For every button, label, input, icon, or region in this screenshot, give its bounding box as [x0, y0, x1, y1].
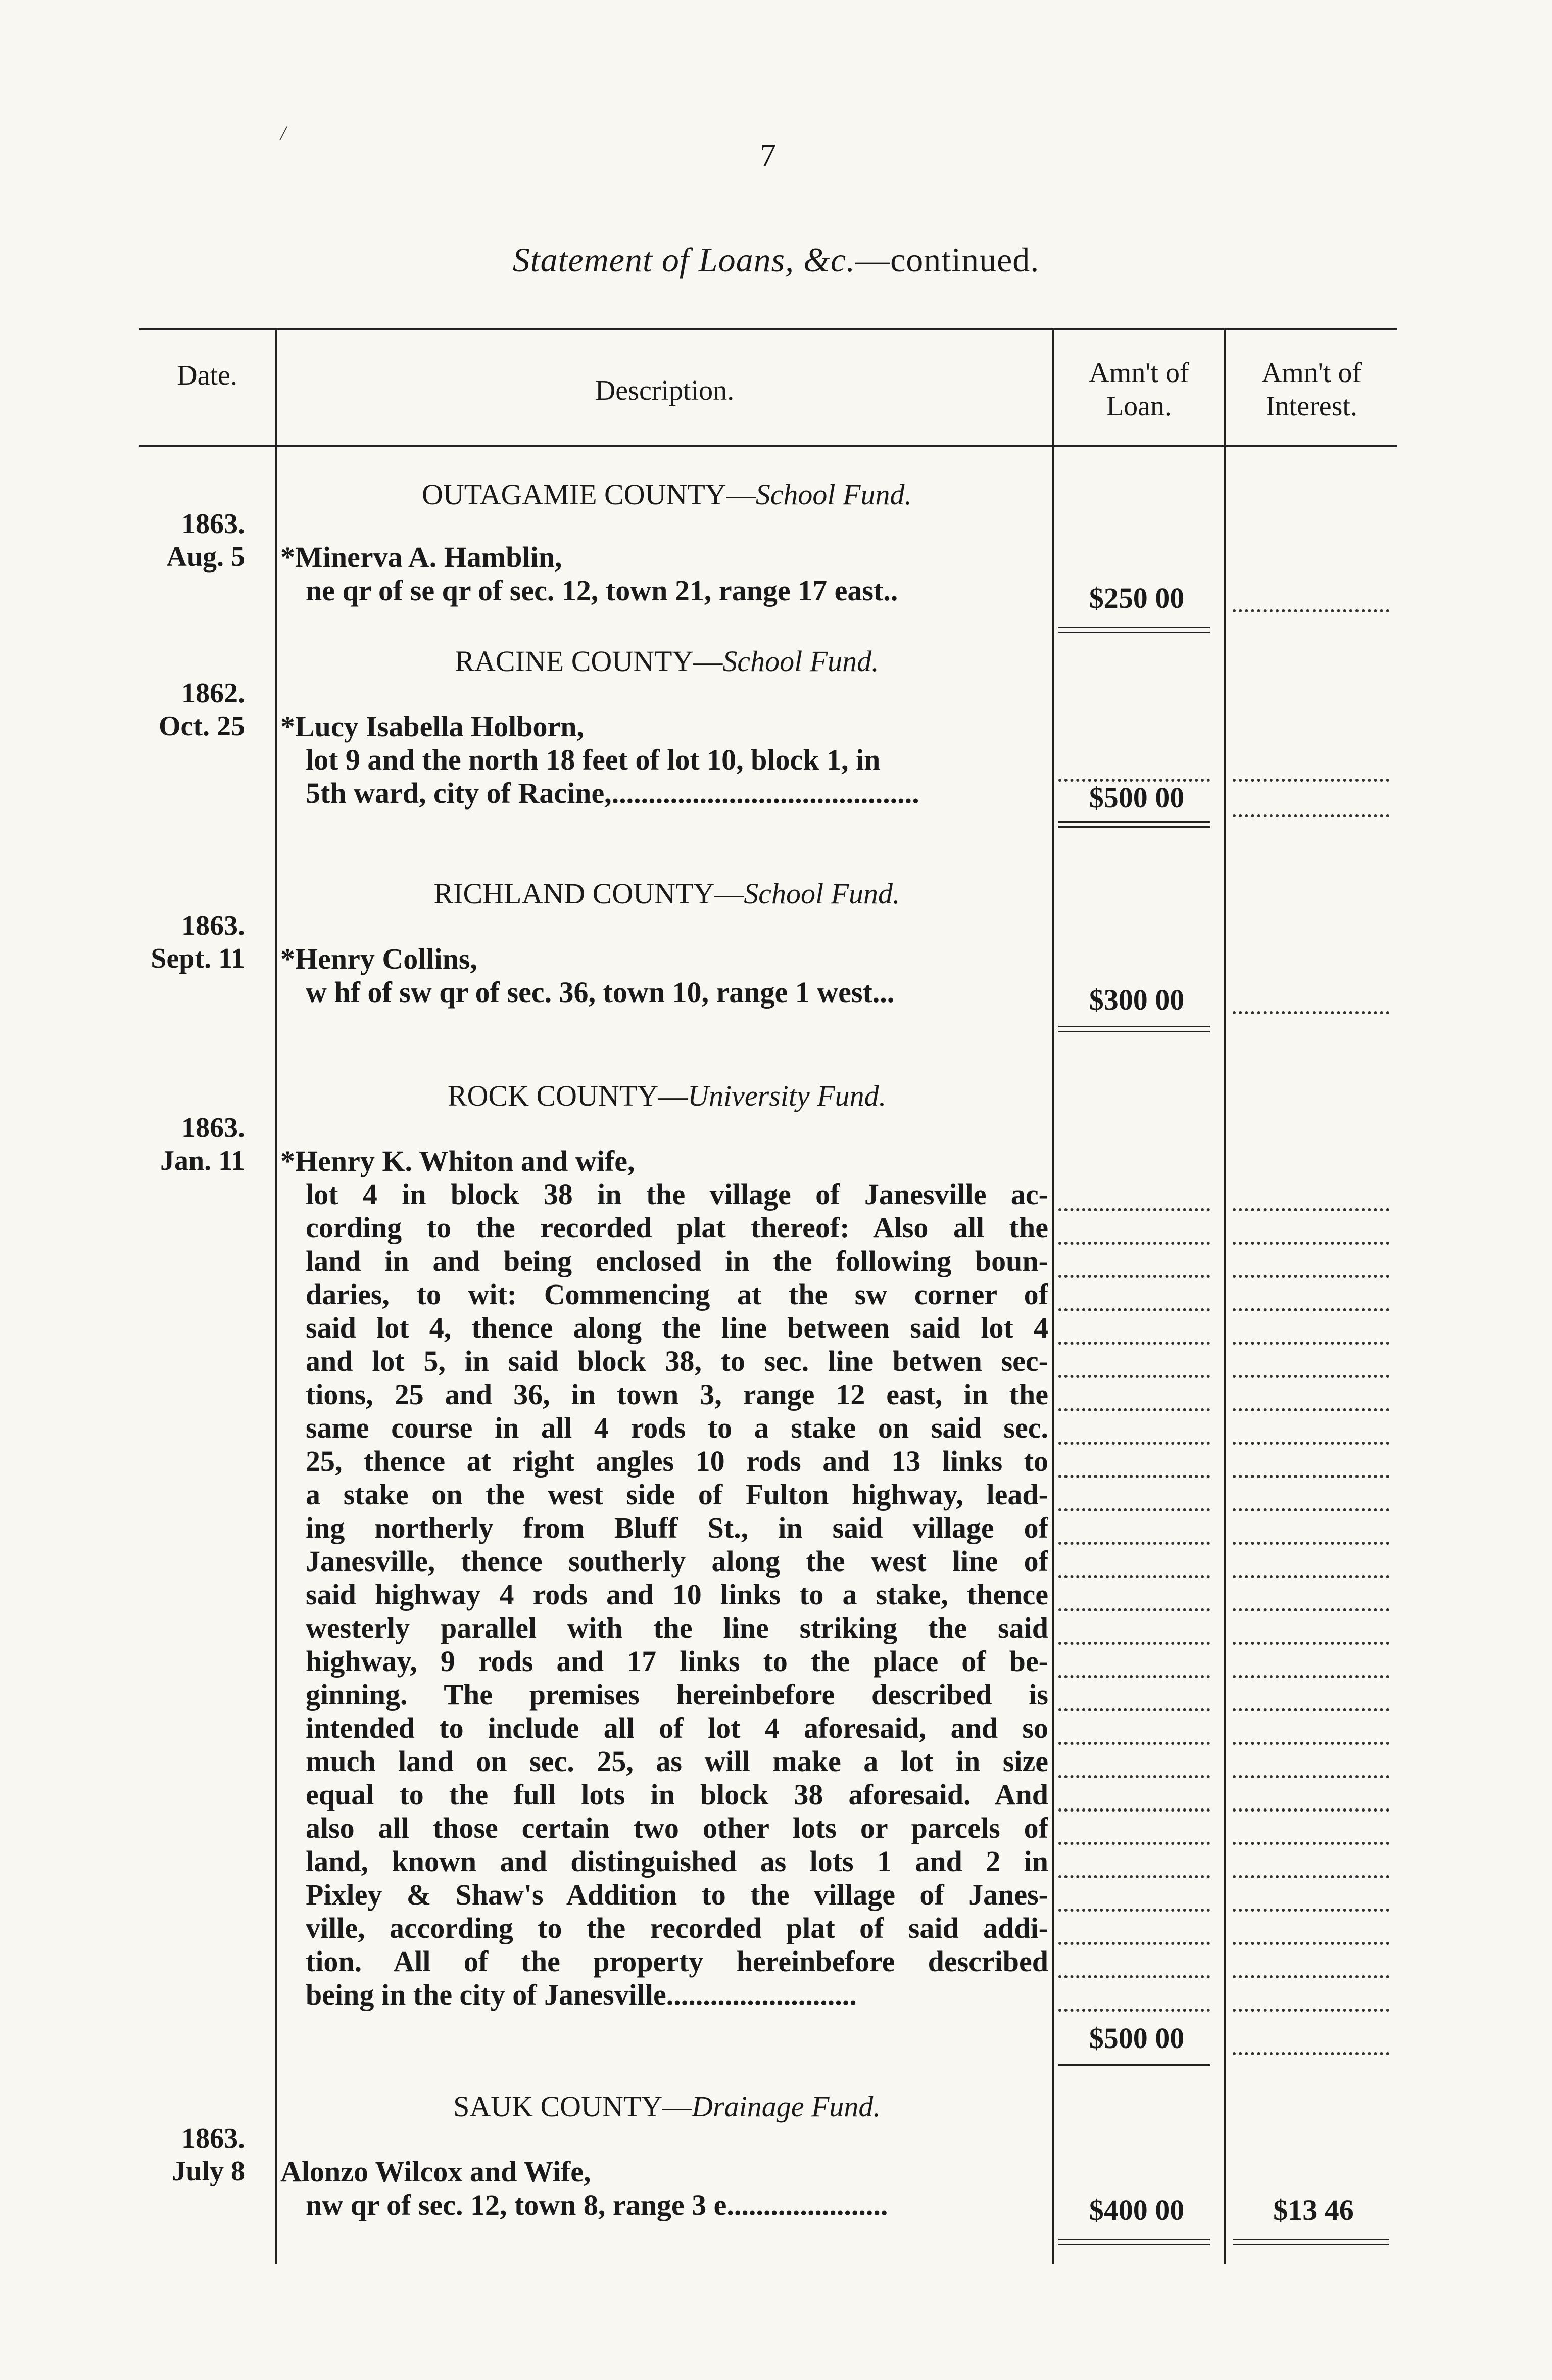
section-heading-sauk: [283, 2089, 1051, 2123]
interest-leader: [1233, 1475, 1389, 1511]
county-name: ROCK COUNTY—: [447, 1079, 688, 1112]
loan-leader: [1058, 1342, 1210, 1378]
interest-leader: [1233, 1708, 1389, 1745]
entry-year: 1863.: [181, 508, 245, 540]
loan-leader: [1058, 1542, 1210, 1578]
loan-leader: [1058, 1575, 1210, 1611]
interest-leader: [1233, 745, 1389, 782]
loan-leader: [1058, 1608, 1210, 1645]
description-line: ville, according to the recorded plat of said addi-: [306, 1912, 1048, 1944]
interest-leader: [1233, 1508, 1389, 1545]
loan-underline: [1058, 1031, 1210, 1032]
pencil-mark: /: [280, 122, 286, 145]
header-loan-2: Loan.: [1106, 391, 1172, 422]
interest-leader: [1233, 1208, 1389, 1245]
description-line: nw qr of sec. 12, town 8, range 3 e......................: [306, 2188, 888, 2221]
loan-leader: [1058, 1375, 1210, 1411]
header-interest-2: Interest.: [1266, 391, 1357, 422]
fund-name: Drainage Fund.: [692, 2090, 881, 2123]
fund-name: School Fund.: [722, 645, 879, 678]
description-line: said lot 4, thence along the line between said lot 4: [306, 1311, 1048, 1344]
loan-leader: [1058, 1308, 1210, 1345]
description-line: land in and being enclosed in the following boun-: [306, 1245, 1048, 1277]
interest-leader: [1233, 1808, 1389, 1845]
description-line: cording to the recorded plat thereof: Also all the: [306, 1211, 1048, 1244]
description-line: equal to the full lots in block 38 aforesaid. And: [306, 1778, 1048, 1811]
interest-leader: [1233, 1775, 1389, 1812]
description-line: westerly parallel with the line striking the said: [306, 1611, 1048, 1644]
loan-underline: [1058, 821, 1210, 823]
description-line: w hf of sw qr of sec. 36, town 10, range 1 west...: [306, 976, 895, 1009]
description-line: Pixley & Shaw's Addition to the village of Janes-: [306, 1878, 1048, 1911]
loan-leader: [1058, 1475, 1210, 1511]
entry-year: 1863.: [181, 2123, 245, 2154]
loan-underline: [1058, 2064, 1210, 2066]
interest-leader: [1233, 781, 1389, 817]
entry-date: Aug. 5: [166, 541, 245, 573]
loan-leader: [1058, 1275, 1210, 1311]
interest-leader: [1233, 1308, 1389, 1345]
page-number: 7: [760, 137, 776, 173]
borrower-name: Alonzo Wilcox and Wife,: [280, 2155, 591, 2188]
entry-description: [280, 942, 1048, 1009]
entry-date: Sept. 11: [151, 943, 245, 974]
loan-leader: [1058, 1675, 1210, 1711]
section-heading-rock: [283, 1079, 1051, 1113]
interest-leader: [1233, 1842, 1389, 1878]
header-date: Date.: [177, 360, 237, 391]
interest-leader: [1233, 1275, 1389, 1311]
page-title: [0, 240, 1552, 280]
interest-leader: [1233, 2019, 1389, 2055]
header-interest-1: Amn't of: [1261, 357, 1362, 389]
entry-description: [280, 1145, 1048, 2012]
borrower-name: *Henry Collins,: [280, 942, 477, 975]
description-line: same course in all 4 rods to a stake on said sec.: [306, 1411, 1048, 1444]
borrower-name: *Henry K. Whiton and wife,: [280, 1145, 635, 1177]
loan-leader: [1058, 1408, 1210, 1445]
loan-amount: $250 00: [1089, 582, 1185, 614]
loan-leader: [1058, 1242, 1210, 1278]
loan-leader: [1058, 1909, 1210, 1945]
description-line: and lot 5, in said block 38, to sec. line betwen sec-: [306, 1345, 1048, 1377]
entry-date: Jan. 11: [160, 1145, 245, 1176]
county-name: OUTAGAMIE COUNTY—: [422, 478, 756, 511]
loan-underline: [1058, 2239, 1210, 2240]
loan-leader: [1058, 1642, 1210, 1678]
description-line: tion. All of the property hereinbefore described: [306, 1945, 1048, 1978]
loan-underline: [1058, 632, 1210, 633]
section-heading-racine: [283, 644, 1051, 678]
loan-leader: [1058, 1208, 1210, 1245]
interest-leader: [1233, 1408, 1389, 1445]
interest-underline: [1233, 2244, 1389, 2245]
entry-description: [280, 541, 1048, 607]
description-line: ne qr of se qr of sec. 12, town 21, range 17 east..: [306, 574, 898, 607]
entry-year: 1863.: [181, 910, 245, 941]
header-description: Description.: [595, 375, 735, 406]
entry-date: Oct. 25: [158, 710, 245, 742]
interest-leader: [1233, 978, 1389, 1014]
interest-leader: [1233, 1342, 1389, 1378]
loan-leader: [1058, 1775, 1210, 1812]
description-line: intended to include all of lot 4 aforesaid, and so: [306, 1711, 1048, 1744]
column-divider-interest: [1224, 328, 1226, 2264]
header-bottom-rule: [139, 445, 1397, 447]
county-name: SAUK COUNTY—: [453, 2090, 692, 2123]
fund-name: University Fund.: [688, 1079, 887, 1112]
interest-leader: [1233, 1875, 1389, 1912]
county-name: RACINE COUNTY—: [455, 645, 723, 678]
description-line: 5th ward, city of Racine,..........................................: [306, 777, 919, 810]
description-line: being in the city of Janesville..........................: [306, 1978, 857, 2011]
loan-leader: [1058, 1442, 1210, 1478]
entry-date: July 8: [172, 2156, 245, 2187]
description-line: a stake on the west side of Fulton highway, lead-: [306, 1478, 1048, 1511]
description-line: land, known and distinguished as lots 1 and 2 in: [306, 1845, 1048, 1878]
fund-name: School Fund.: [744, 877, 900, 910]
interest-leader: [1233, 1642, 1389, 1678]
interest-leader: [1233, 1742, 1389, 1778]
loan-amount: $400 00: [1089, 2194, 1185, 2226]
description-line: ginning. The premises hereinbefore described is: [306, 1678, 1048, 1711]
description-line: highway, 9 rods and 17 links to the place of be-: [306, 1645, 1048, 1678]
loan-amount: $500 00: [1089, 2022, 1185, 2055]
description-line: daries, to wit: Commencing at the sw corner of: [306, 1278, 1048, 1311]
description-line: much land on sec. 25, as will make a lot in size: [306, 1745, 1048, 1778]
description-line: lot 9 and the north 18 feet of lot 10, block 1, in: [306, 743, 881, 776]
interest-leader: [1233, 1542, 1389, 1578]
interest-leader: [1233, 1442, 1389, 1478]
interest-leader: [1233, 1242, 1389, 1278]
interest-leader: [1233, 1375, 1389, 1411]
interest-leader: [1233, 1942, 1389, 1978]
interest-leader: [1233, 1975, 1389, 2012]
borrower-name: *Lucy Isabella Holborn,: [280, 710, 585, 743]
interest-leader: [1233, 576, 1389, 612]
loan-leader: [1058, 1808, 1210, 1845]
interest-leader: [1233, 1608, 1389, 1645]
interest-amount: $13 46: [1273, 2194, 1354, 2226]
header-loan-1: Amn't of: [1089, 357, 1189, 389]
loan-amount: $300 00: [1089, 983, 1185, 1016]
loan-leader: [1058, 1175, 1210, 1211]
section-heading-richland: [283, 877, 1051, 911]
loan-underline: [1058, 627, 1210, 628]
loan-underline: [1058, 826, 1210, 828]
county-name: RICHLAND COUNTY—: [433, 877, 744, 910]
fund-name: School Fund.: [755, 478, 912, 511]
loan-underline: [1058, 1026, 1210, 1027]
loan-leader: [1058, 1942, 1210, 1978]
entry-description: [280, 710, 1048, 810]
description-line: said highway 4 rods and 10 links to a stake, thence: [306, 1578, 1048, 1611]
loan-underline: [1058, 2244, 1210, 2245]
loan-leader: [1058, 1508, 1210, 1545]
description-line: Janesville, thence southerly along the west line of: [306, 1545, 1048, 1578]
loan-leader: [1058, 1742, 1210, 1778]
loan-leader: [1058, 1708, 1210, 1745]
description-line: lot 4 in block 38 in the village of Janesville ac-: [306, 1178, 1048, 1211]
entry-description: [280, 2155, 1048, 2222]
interest-leader: [1233, 1175, 1389, 1211]
entry-year: 1862.: [181, 678, 245, 709]
title-italic: Statement of Loans, &c.: [512, 241, 856, 279]
entry-year: 1863.: [181, 1112, 245, 1144]
description-line: 25, thence at right angles 10 rods and 13 links to: [306, 1445, 1048, 1478]
section-heading-outagamie: [283, 478, 1051, 511]
loan-leader: [1058, 1842, 1210, 1878]
title-plain: —continued.: [855, 241, 1040, 279]
interest-leader: [1233, 1909, 1389, 1945]
description-line: ing northerly from Bluff St., in said village of: [306, 1511, 1048, 1544]
interest-underline: [1233, 2239, 1389, 2240]
loan-leader: [1058, 745, 1210, 782]
loan-leader: [1058, 1975, 1210, 2012]
interest-leader: [1233, 1675, 1389, 1711]
column-divider-date: [275, 328, 277, 2264]
interest-leader: [1233, 1575, 1389, 1611]
table-top-rule: [139, 328, 1397, 330]
loan-leader: [1058, 1875, 1210, 1912]
loan-amount: $500 00: [1089, 781, 1185, 814]
borrower-name: *Minerva A. Hamblin,: [280, 541, 562, 574]
column-divider-loan: [1052, 328, 1054, 2264]
description-line: tions, 25 and 36, in town 3, range 12 east, in the: [306, 1378, 1048, 1411]
description-line: also all those certain two other lots or parcels of: [306, 1812, 1048, 1844]
